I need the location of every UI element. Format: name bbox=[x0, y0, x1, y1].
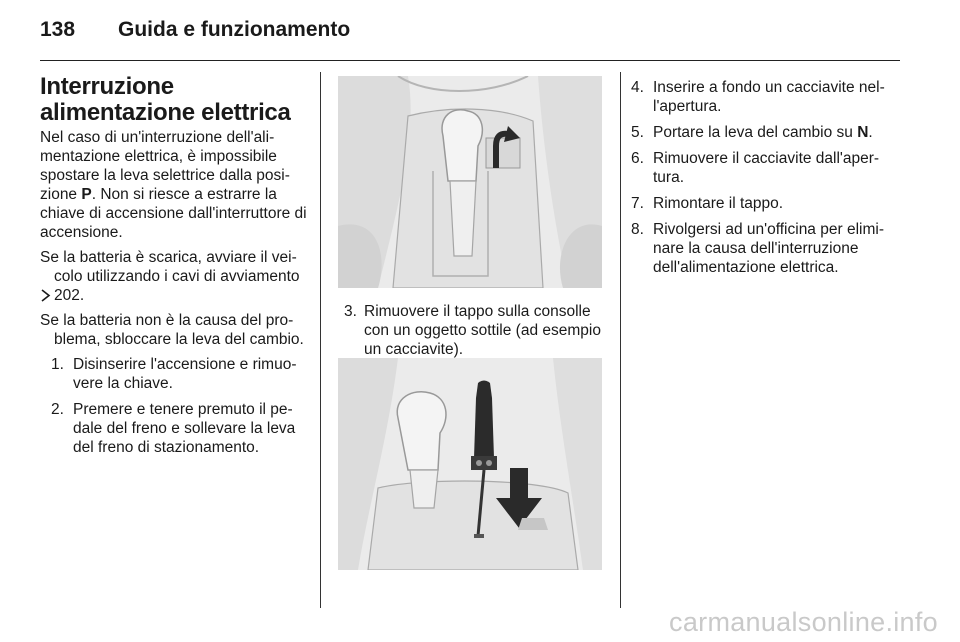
list-item bbox=[51, 400, 310, 457]
position-p: P bbox=[81, 186, 92, 203]
paragraph-unlock: Se la batteria non è la causa del problema, sbloccare la leva del cambio. bbox=[40, 312, 304, 348]
intro-text-end: . Non si riesce a estrarre la chiave di accensione dall'interruttore di accensione. bbox=[40, 186, 307, 241]
list-item bbox=[344, 302, 606, 359]
step-number: 4. bbox=[631, 79, 644, 96]
battery-text: Se la batteria è scarica, avviare il veicolo utilizzando i cavi di avviamento bbox=[40, 249, 300, 285]
paragraph-battery bbox=[40, 248, 310, 305]
caption-step-3 bbox=[344, 302, 606, 366]
list-item bbox=[631, 194, 901, 213]
section-heading: Interruzione alimentazione elettrica bbox=[40, 73, 291, 126]
column-3 bbox=[631, 78, 901, 284]
step-text: Rimuovere il cacciavite dall'apertura. bbox=[653, 150, 880, 186]
illustration-console-cap bbox=[338, 76, 602, 288]
watermark: carmanualsonline.info bbox=[669, 607, 938, 637]
step-text-end: . bbox=[868, 124, 873, 141]
column-divider-left bbox=[320, 72, 321, 608]
running-title: Guida e funzionamento bbox=[118, 18, 351, 41]
list-item bbox=[631, 220, 901, 277]
steps-list-1 bbox=[40, 355, 310, 457]
step-number: 6. bbox=[631, 150, 644, 167]
step-text: Disinserire l'accensione e rimuovere la chiave. bbox=[73, 356, 297, 392]
header-rule bbox=[40, 60, 900, 61]
step-text: Rivolgersi ad un'officina per eliminare la causa dell'interruzione dell'alimentazione elettrica. bbox=[653, 221, 884, 276]
step-number: 7. bbox=[631, 195, 644, 212]
column-1 bbox=[40, 74, 310, 464]
intro-text: Nel caso di un'interruzione dell'alimentazione elettrica, è impossibile spostare la leva selettrice dalla posizione bbox=[40, 129, 290, 203]
step-number: 2. bbox=[51, 401, 64, 418]
steps-list-3 bbox=[631, 78, 901, 277]
page-reference-icon[interactable] bbox=[40, 289, 51, 302]
step-number: 1. bbox=[51, 356, 64, 373]
list-item bbox=[631, 123, 901, 142]
step-text: Inserire a fondo un cacciavite nell'apertura. bbox=[653, 79, 885, 115]
position-n: N bbox=[857, 124, 869, 141]
step-number: 8. bbox=[631, 221, 644, 238]
column-divider-right bbox=[620, 72, 621, 608]
illustration-screwdriver bbox=[338, 358, 602, 570]
paragraph-intro bbox=[40, 128, 310, 242]
page-number: 138 bbox=[40, 18, 76, 41]
steps-list-2 bbox=[344, 302, 606, 359]
list-item bbox=[51, 355, 310, 393]
list-item bbox=[631, 78, 901, 116]
step-number: 3. bbox=[344, 303, 357, 320]
step-text: Portare la leva del cambio su bbox=[653, 124, 858, 141]
step-text: Rimontare il tappo. bbox=[653, 195, 784, 212]
step-text: Rimuovere il tappo sulla consolle con un oggetto sottile (ad esempio un cacciavite). bbox=[364, 303, 601, 358]
page-reference[interactable]: 202. bbox=[54, 287, 85, 304]
list-item bbox=[631, 149, 901, 187]
step-number: 5. bbox=[631, 124, 644, 141]
step-text: Premere e tenere premuto il pedale del freno e sollevare la leva del freno di stazionamento. bbox=[73, 401, 296, 456]
